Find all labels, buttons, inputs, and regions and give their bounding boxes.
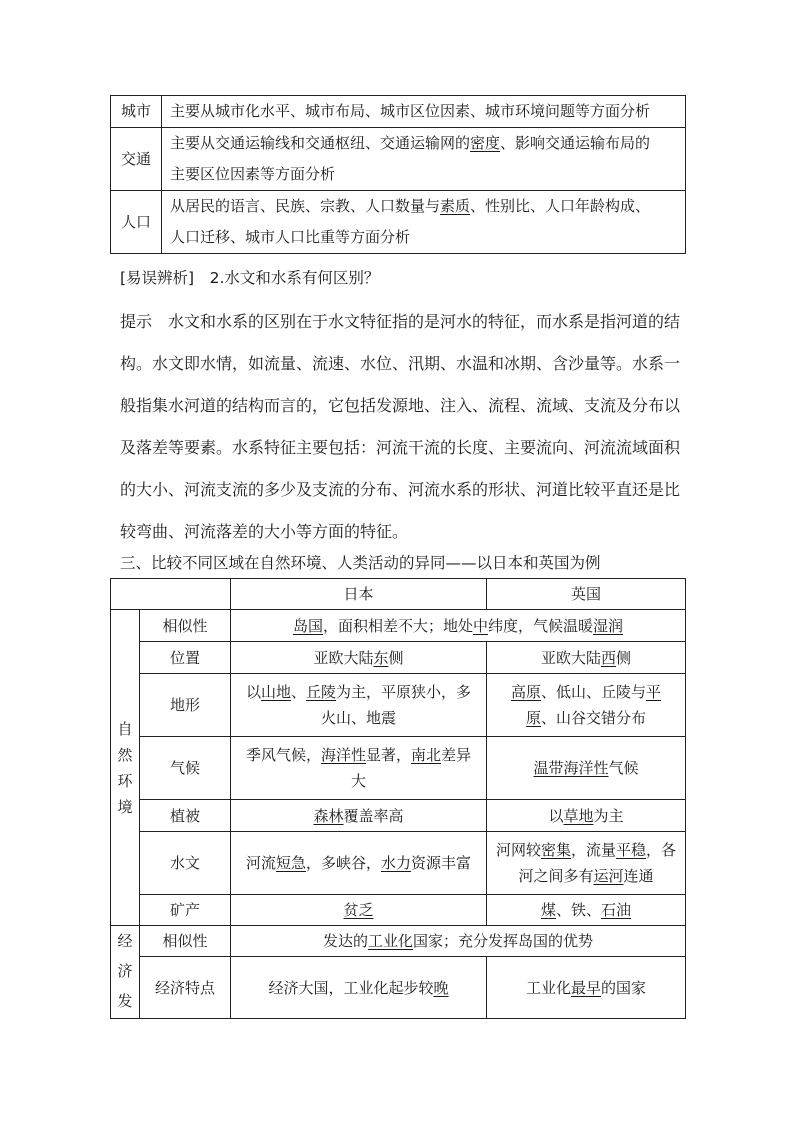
table-row (111, 832, 686, 895)
uk-cell: 工业化最早的国家 (487, 957, 686, 1019)
row-header-traffic: 交通 (111, 128, 162, 191)
row-header-population: 人口 (111, 191, 162, 254)
japan-cell: 森林覆盖率高 (231, 800, 487, 832)
table-row (111, 737, 686, 800)
attr-label: 相似性 (140, 926, 231, 957)
japan-uk-comparison-table (110, 578, 686, 1019)
attr-label: 矿产 (140, 895, 231, 926)
uk-cell: 煤、铁、石油 (487, 895, 686, 926)
japan-cell: 以山地、丘陵为主，平原狭小，多火山、地震 (231, 674, 487, 737)
uk-cell: 高原、低山、丘陵与平原、山谷交错分布 (487, 674, 686, 737)
japan-cell: 贫乏 (231, 895, 487, 926)
category-economy: 经济发 (111, 926, 140, 1019)
attr-label: 位置 (140, 642, 231, 674)
tip-paragraph: 提示 水文和水系的区别在于水文特征指的是河水的特征，而水系是指河道的结构。水文即水情，如流量、流速、水位、汛期、水温和冰期、含沙量等。水系一般指集水河道的结构而言的，它包括发源地、注入、流程、流域、支流及分布以及落差等要素。水系特征主要包括：河流干流的长度、主要流向、河流流域面积的大小、河流支流的多少及支流的分布、河流水系的形状、河道比较平直还是比较弯曲、河流落差的大小等方面的特征。 (120, 312, 681, 541)
table-row (111, 957, 686, 1019)
japan-cell: 亚欧大陆东侧 (231, 642, 487, 674)
uk-cell: 河网较密集，流量平稳，各河之间多有运河连通 (487, 832, 686, 895)
table-row (111, 191, 686, 254)
region-analysis-table (110, 95, 686, 254)
japan-cell: 河流短急，多峡谷，水力资源丰富 (231, 832, 487, 895)
similar-cell: 岛国，面积相差不大；地处中纬度，气候温暖湿润 (231, 610, 686, 642)
table-row (111, 579, 686, 610)
col-header-japan: 日本 (231, 579, 487, 610)
table-row (111, 642, 686, 674)
row-body-population: 从居民的语言、民族、宗教、人口数量与素质、性别比、人口年龄构成、 人口迁移、城市人口比重等方面分析 (162, 191, 686, 254)
section-title: 三、比较不同区域在自然环境、人类活动的异同——以日本和英国为例 (120, 554, 601, 572)
japan-cell: 经济大国，工业化起步较晚 (231, 957, 487, 1019)
table-row (111, 926, 686, 957)
row-body-traffic: 主要从交通运输线和交通枢纽、交通运输网的密度、影响交通运输布局的 主要区位因素等方面分析 (162, 128, 686, 191)
uk-cell: 以草地为主 (487, 800, 686, 832)
similar-cell: 发达的工业化国家；充分发挥岛国的优势 (231, 926, 686, 957)
uk-cell: 亚欧大陆西侧 (487, 642, 686, 674)
row-body-city: 主要从城市化水平、城市布局、城市区位因素、城市环境问题等方面分析 (162, 96, 686, 128)
attr-label: 经济特点 (140, 957, 231, 1019)
table-row (111, 96, 686, 128)
attr-label: 植被 (140, 800, 231, 832)
corner-cell (111, 579, 231, 610)
table-row (111, 674, 686, 737)
table-row (111, 800, 686, 832)
col-header-uk: 英国 (487, 579, 686, 610)
tip-label: [易误辨析] 2.水文和水系有何区别？ (120, 269, 380, 287)
attr-label: 地形 (140, 674, 231, 737)
attr-label: 相似性 (140, 610, 231, 642)
attr-label: 水文 (140, 832, 231, 895)
uk-cell: 温带海洋性气候 (487, 737, 686, 800)
table-row (111, 610, 686, 642)
row-header-city: 城市 (111, 96, 162, 128)
category-nature: 自然环境 (111, 610, 140, 926)
japan-cell: 季风气候，海洋性显著，南北差异大 (231, 737, 487, 800)
table-row (111, 895, 686, 926)
table-row (111, 128, 686, 191)
attr-label: 气候 (140, 737, 231, 800)
